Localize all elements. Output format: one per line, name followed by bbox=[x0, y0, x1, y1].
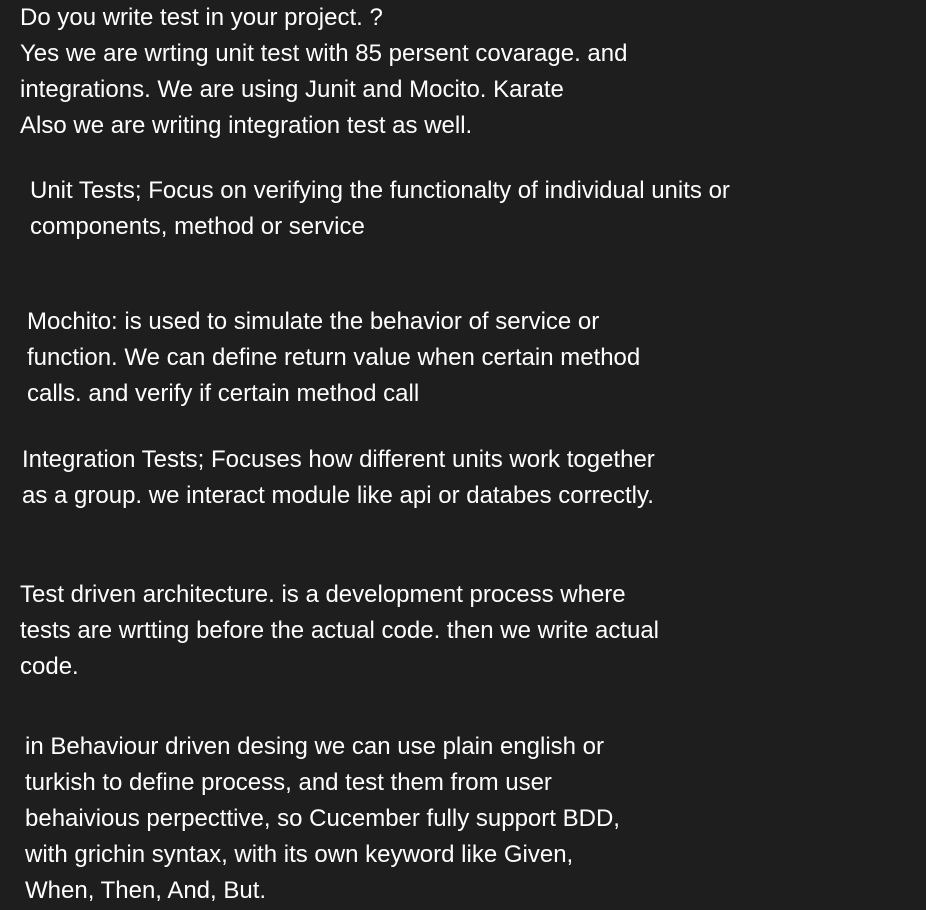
tdd-paragraph bbox=[20, 577, 659, 685]
text-line: calls. and verify if certain method call bbox=[27, 380, 420, 407]
text-line: Also we are writing integration test as well. bbox=[20, 112, 473, 139]
text-line: in Behaviour driven desing we can use plain english or bbox=[25, 733, 605, 760]
question-paragraph bbox=[20, 0, 627, 144]
text-line: Do you write test in your project. ? bbox=[20, 4, 383, 31]
text-line: components, method or service bbox=[30, 213, 365, 240]
text-line: with grichin syntax, with its own keyword like Given, bbox=[25, 841, 574, 868]
text-line: Test driven architecture. is a development process where bbox=[20, 581, 626, 608]
text-line: When, Then, And, But. bbox=[25, 877, 267, 904]
text-line: function. We can define return value when certain method bbox=[27, 344, 641, 371]
bdd-paragraph bbox=[25, 729, 620, 909]
text-line: as a group. we interact module like api or databes correctly. bbox=[22, 482, 654, 509]
text-line: behaivious perpecttive, so Cucember fully support BDD, bbox=[25, 805, 620, 832]
text-line: Yes we are wrting unit test with 85 persent covarage. and bbox=[20, 40, 628, 67]
mockito-paragraph bbox=[27, 304, 640, 412]
text-line: tests are wrtting before the actual code. then we write actual bbox=[20, 617, 660, 644]
text-line: Mochito: is used to simulate the behavior of service or bbox=[27, 308, 600, 335]
text-line: Integration Tests; Focuses how different units work together bbox=[22, 446, 655, 473]
text-line: integrations. We are using Junit and Mocito. Karate bbox=[20, 76, 564, 103]
text-line: Unit Tests; Focus on verifying the functionalty of individual units or bbox=[30, 177, 730, 204]
text-line: code. bbox=[20, 653, 79, 680]
unit-tests-paragraph bbox=[30, 173, 730, 245]
integration-tests-paragraph bbox=[22, 442, 655, 514]
text-line: turkish to define process, and test them from user bbox=[25, 769, 552, 796]
